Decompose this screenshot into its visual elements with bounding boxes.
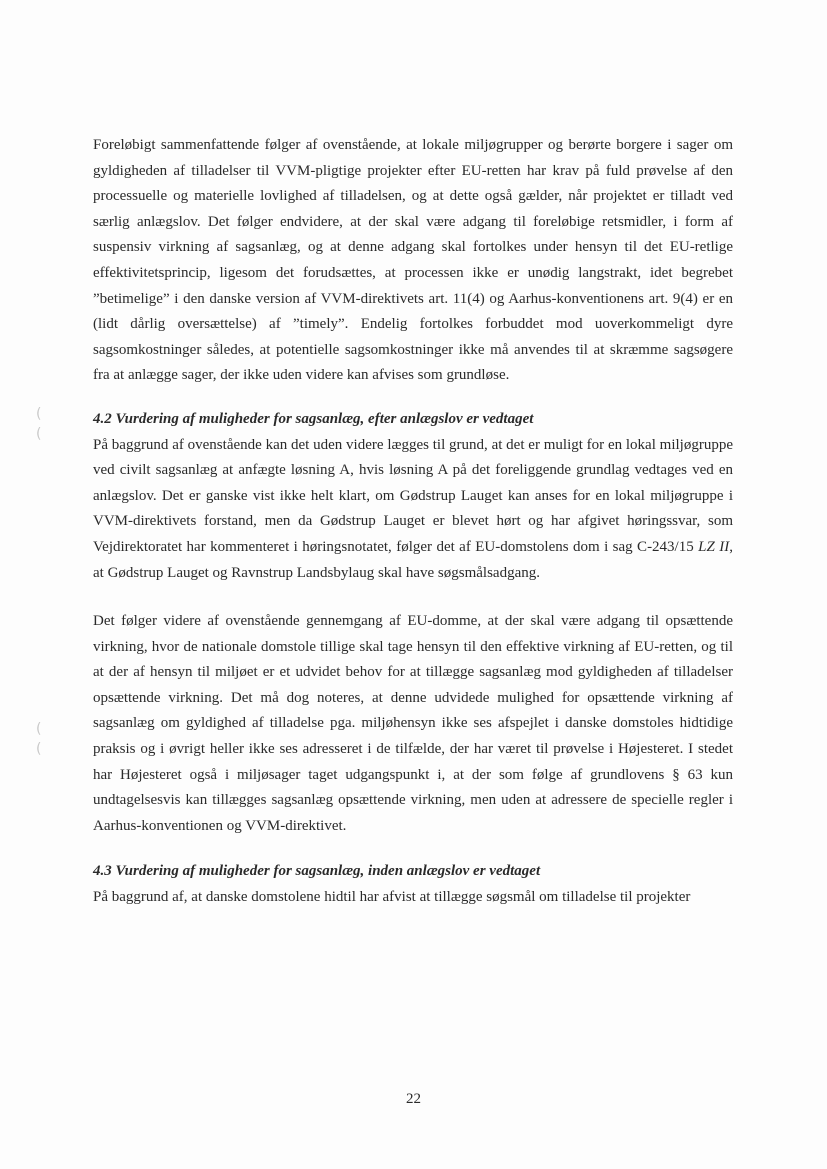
paragraph-summary: Foreløbigt sammenfattende følger af ovenstående, at lokale miljøgrupper og berørte borgere i sager om gyldigheden af tilladelser til VVM-pligtige projekter efter EU-retten har krav på fuld prøvelse af den processuelle og materielle lovlighed af tilladelsen, og at dette også gælder, når projektet er tilladt ved særlig anlægslov. Det følger endvidere, at der skal være adgang til foreløbige retsmidler, i form af suspensiv virkning af sagsanlæg, og at denne adgang skal fortolkes under hensyn til det EU-retlige effektivitetsprincip, ligesom det forudsættes, at processen ikke er unødig langstrakt, idet begrebet ”betimelige” i den danske version af VVM-direktivets art. 11(4) og Aarhus-konventionens art. 9(4) er en (lidt dårlig oversættelse) af ”timely”. Endelig fortolkes forbuddet mod uoverkommeligt dyre sagsomkostninger således, at potentielle sagsomkostninger ikke må anvendes til at skræmme sagsøgere fra at anlægge sager, der ikke uden videre kan afvises som grundløse. [93, 137, 733, 384]
section-heading-4-2 [93, 407, 733, 433]
paragraph-text: , at Gødstrup Lauget og Ravnstrup Landsbylaug skal have søgsmålsadgang. [93, 538, 733, 581]
margin-mark: ( [36, 741, 42, 757]
section-heading-4-3 [93, 859, 733, 885]
page-number: 22 [406, 1091, 421, 1107]
margin-mark: ( [36, 721, 42, 737]
section-number: 4.3 [93, 863, 112, 880]
document-body [93, 133, 733, 911]
section-title: Vurdering af muligheder for sagsanlæg, efter anlægslov er vedtaget [115, 410, 534, 427]
margin-mark: ( [36, 426, 42, 442]
case-name: LZ II [698, 538, 730, 555]
paragraph-before-law: På baggrund af, at danske domstolene hidtil har afvist at tillægge søgsmål om tilladelse til projekter [93, 889, 691, 906]
paragraph-text: På baggrund af ovenstående kan det uden videre lægges til grund, at det er muligt for en lokal miljøgruppe ved civilt sagsanlæg at anfægte løsning A, hvis løsning A på det foreliggende grundlag vedtages ved en anlægslov. Det er ganske vist ikke helt klart, om Gødstrup Lauget kan anses for en lokal miljøgruppe i VVM-direktivets forstand, men da Gødstrup Lauget er blevet hørt og har afgivet høringssvar, som Vejdirektoratet har kommenteret i høringsnotatet, følger det af EU-domstolens dom i sag C-243/15 [93, 436, 733, 555]
paragraph-after-law [93, 433, 733, 587]
section-title: Vurdering af muligheder for sagsanlæg, inden anlægslov er vedtaget [115, 863, 541, 880]
margin-mark: ( [36, 406, 42, 422]
paragraph-suspensive-effect: Det følger videre af ovenstående gennemgang af EU-domme, at der skal være adgang til opsættende virkning, hvor de nationale domstole tillige skal tage hensyn til den effektive virkning af EU-retten, og til at der af hensyn til miljøet er et udvidet behov for at tillægge sagsanlæg mod gyldigheden af tilladelser opsættende virkning. Det må dog noteres, at denne udvidede mulighed for opsættende virkning af sagsanlæg om gyldighed af tilladelse pga. miljøhensyn ikke ses afspejlet i danske domstoles hidtidige praksis og i øvrigt heller ikke ses adresseret i de tilfælde, der har været til prøvelse i Højesteret. I stedet har Højesteret også i miljøsager taget udgangspunkt i, at der som følge af grundlovens § 63 kun undtagelsesvis kan tillægges sagsanlæg opsættende virkning, men uden at adressere de specielle regler i Aarhus-konventionen og VVM-direktivet. [93, 613, 733, 834]
section-number: 4.2 [93, 410, 112, 427]
